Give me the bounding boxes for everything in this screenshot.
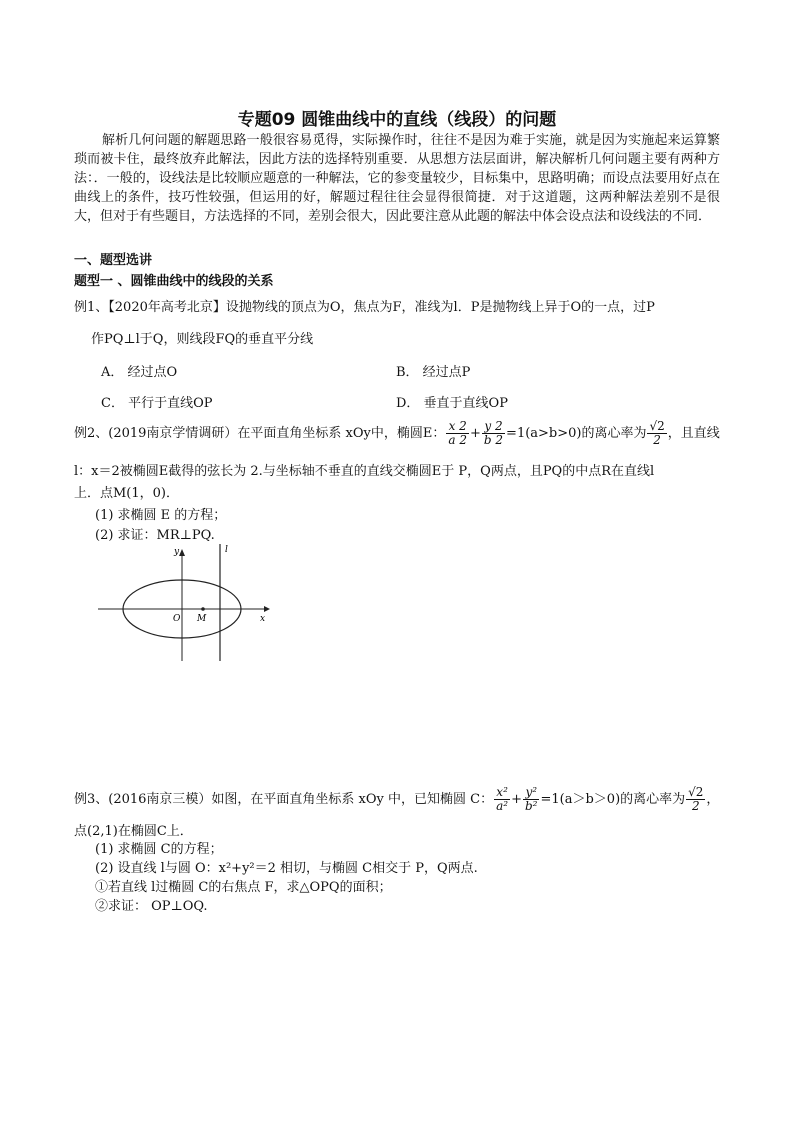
x-axis-arrow xyxy=(264,606,270,612)
ex2-line1-text: 例2、(2019南京学情调研）在平面直角坐标系 xOy中，椭圆E： xyxy=(74,426,446,441)
point-m-label: M xyxy=(197,614,207,624)
ex3-question2: (2) 设直线 l与圆 O：x²+y²＝2 相切，与椭圆 C相交于 P，Q两点. xyxy=(95,861,478,876)
ex3-line1-text: 例3、(2016南京三模）如图，在平面直角坐标系 xOy 中，已知椭圆 C： xyxy=(74,792,494,807)
ex3-fraction-x: $\frac{\text{x²}}{\text{a²}}$ xyxy=(496,785,509,813)
ex3-eccentricity: $\frac{√2}{2}$ xyxy=(688,785,704,813)
ex2-question1: (1) 求椭圆 E 的方程； xyxy=(95,508,227,523)
ex2-fraction-y: $\frac{y 2}{b 2}$ xyxy=(483,419,504,447)
line-l-label: l xyxy=(225,545,228,555)
ex3-fraction-y: $\frac{\text{y²}}{\text{b²}}$ xyxy=(524,785,538,813)
ellipse-figure xyxy=(94,540,274,665)
intro-paragraph: 解析几何问题的解题思路一般很容易觅得，实际操作时，往往不是因为难于实施，就是因为实施起来运算繁琐而被卡住，最终放弃此解法，因此方法的选择特别重要．从思想方法层面讲，解决解析几何问题主要有两种方法：．一般的，设线法是比较顺应题意的一种解法，它的参变量较少，目标集中，思路明确；而设点法要用好点在曲线上的条件，技巧性较强，但运用的好，解题过程往往会显得很简捷．对于这道题，这两种解法差别不是很大，但对于有些题目，方法选择的不同，差别会很大，因此要注意从此题的解法中体会设点法和设线法的不同． xyxy=(74,133,720,224)
x-axis-label: x xyxy=(260,614,266,624)
ex1-line2: 作PQ⊥l于Q，则线段FQ的垂直平分线 xyxy=(91,332,314,347)
ex2-fraction-x: $\frac{x 2}{a 2}$ xyxy=(448,419,467,447)
ex3-line2: 点(2,1)在椭圆C上． xyxy=(74,824,193,839)
ex2-line2: l：x＝2被椭圆E截得的弦长为 2.与坐标轴不垂直的直线交椭圆E于 P，Q两点，且PQ的中点R在直线l xyxy=(74,464,655,479)
ex1-line1: 例1、【2020年高考北京】设抛物线的顶点为O，焦点为F，准线为l．P是抛物线上异于O的一点，过P xyxy=(74,300,655,315)
ex1-option-c: C． 平行于直线OP xyxy=(101,396,213,411)
y-axis-arrow xyxy=(179,549,185,556)
ex2-line3: 上．点M(1，0)． xyxy=(74,486,179,501)
ex2-line1: 例2、(2019南京学情调研）在平面直角坐标系 xOy中，椭圆E： $\frac{x 2}{a 2}$ + $\frac{y 2}{b 2}$ =1(a>b>0)的离心率为 $\frac{√2}{2}$ ，且直线 xyxy=(74,419,720,447)
ex2-eccentricity: $\frac{√2}{2}$ xyxy=(649,419,665,447)
ex2-question2: (2) 求证：MR⊥PQ. xyxy=(95,528,215,543)
ex3-line1: 例3、(2016南京三模）如图，在平面直角坐标系 xOy 中，已知椭圆 C： $\frac{\text{x²}}{\text{a²}}$ + $\frac{\text{y²}}{\text{b²}}$ =1(a＞b＞0)的离心率为 $\frac{√2}{2}$ ， xyxy=(74,785,720,813)
origin-label: O xyxy=(173,614,181,624)
ex3-question2b: ②求证： OP⊥OQ. xyxy=(95,899,208,914)
section-heading: 一、题型选讲 xyxy=(74,253,153,268)
ex3-question1: (1) 求椭圆 C的方程； xyxy=(95,842,223,857)
type-heading: 题型一 、圆锥曲线中的线段的关系 xyxy=(74,274,274,289)
page-title: 专题09 圆锥曲线中的直线（线段）的问题 xyxy=(237,110,557,130)
ex1-option-d: D． 垂直于直线OP xyxy=(396,396,508,411)
ex1-option-b: B． 经过点P xyxy=(396,365,471,380)
y-axis-label: y xyxy=(174,547,180,557)
ex3-question2a: ①若直线 l过椭圆 C的右焦点 F，求△OPQ的面积； xyxy=(95,880,392,895)
ex1-option-a: A． 经过点O xyxy=(101,365,178,380)
point-m xyxy=(201,607,205,611)
